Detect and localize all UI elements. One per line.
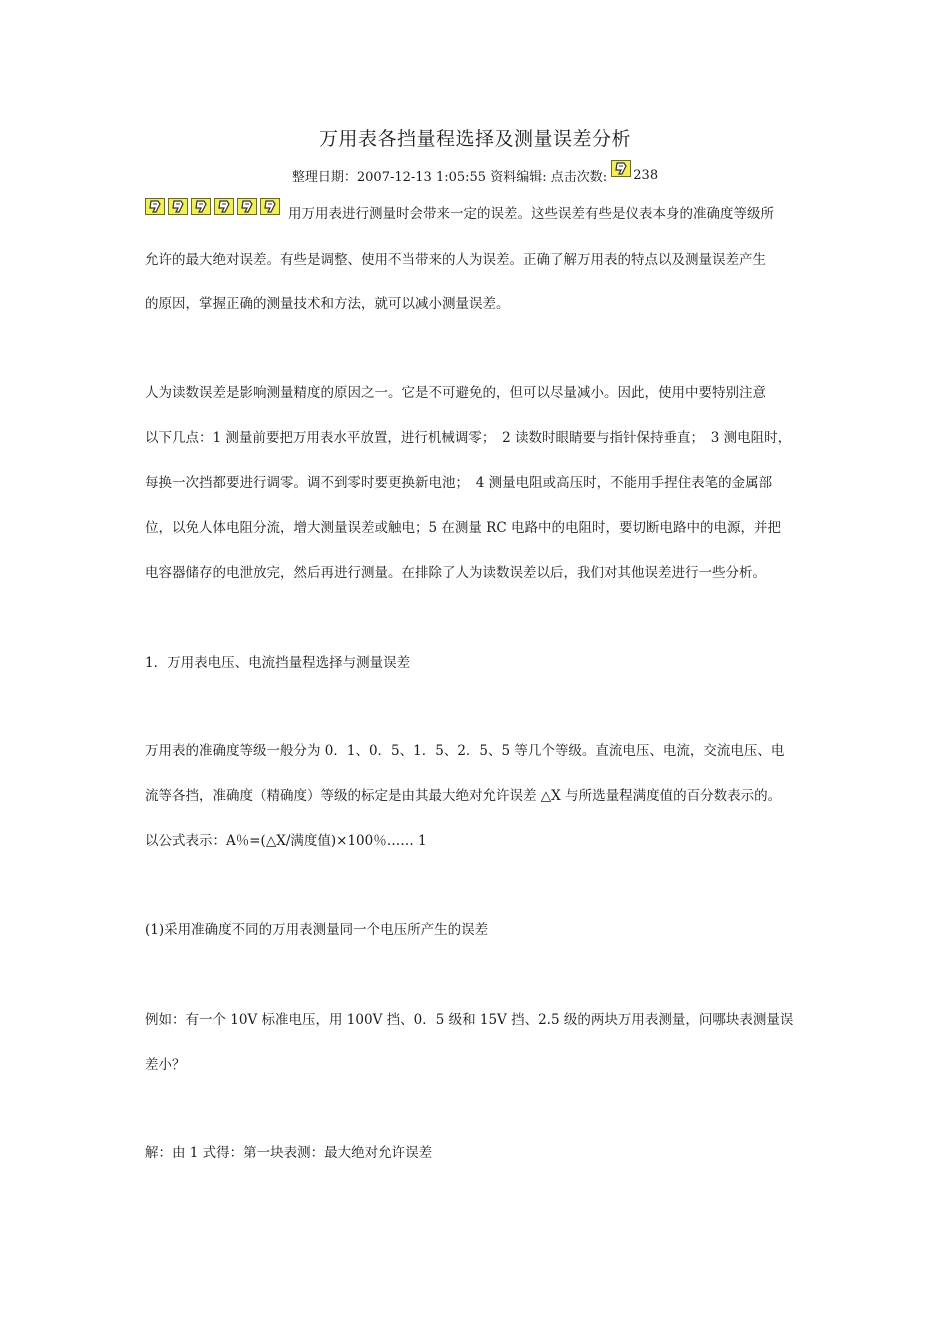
accuracy-line-2: 流等各挡，准确度（精确度）等级的标定是由其最大绝对允许误差 △X 与所选量程满度值的百分数表示的。 — [145, 788, 782, 804]
human-error-line-4: 位，以免人体电阻分流，增大测量误差或触电；5 在测量 RC 电路中的电阻时，要切断电路中的电源，并把 — [145, 520, 781, 536]
example-line-1: 例如：有一个 10V 标准电压，用 100V 挡、0．5 级和 15V 挡、2.5 级的两块万用表测量，问哪块表测量误 — [145, 1012, 794, 1028]
star-rating-icon — [214, 198, 234, 215]
intro-line-2: 允许的最大绝对误差。有些是调整、使用不当带来的人为误差。正确了解万用表的特点以及测量误差产生 — [145, 252, 766, 268]
accuracy-line-1: 万用表的准确度等级一般分为 0．1、0．5、1．5、2．5、5 等几个等级。直流电压、电流，交流电压、电 — [145, 743, 785, 759]
document-meta — [0, 166, 950, 185]
human-error-line-2: 以下几点：1 测量前要把万用表水平放置，进行机械调零； 2 读数时眼睛要与指针保持垂直； 3 测电阻时， — [145, 430, 792, 446]
subsection1-heading: (1)采用准确度不同的万用表测量同一个电压所产生的误差 — [145, 922, 489, 938]
meta-date: 整理日期：2007-12-13 1:05:55 — [291, 170, 487, 185]
meta-editor: 资料编辑: — [490, 170, 547, 185]
intro-line-1: 用万用表进行测量时会带来一定的误差。这些误差有些是仪表本身的准确度等级所 — [288, 206, 774, 222]
solution-line: 解：由 1 式得：第一块表测：最大绝对允许误差 — [145, 1145, 433, 1161]
star-rating-icon — [237, 198, 257, 215]
human-error-line-5: 电容器储存的电泄放完，然后再进行测量。在排除了人为读数误差以后，我们对其他误差进行一些分析。 — [145, 565, 766, 581]
section1-heading: 1．万用表电压、电流挡量程选择与测量误差 — [145, 655, 411, 671]
meta-hits-value: 238 — [633, 168, 659, 183]
star-rating-icon — [611, 160, 631, 177]
meta-hits-label: 点击次数: — [550, 170, 608, 185]
document-title: 万用表各挡量程选择及测量误差分析 — [318, 128, 631, 150]
accuracy-formula: 以公式表示：A％=(△X/满度值)×100％…… 1 — [145, 833, 427, 849]
star-rating-icon — [191, 198, 211, 215]
example-line-2: 差小？ — [145, 1057, 186, 1073]
intro-line-3: 的原因，掌握正确的测量技术和方法，就可以减小测量误差。 — [145, 296, 510, 312]
star-rating-icon — [260, 198, 280, 215]
star-rating-icon — [145, 198, 165, 215]
star-rating-icon — [168, 198, 188, 215]
rating-icons — [145, 196, 283, 213]
human-error-line-1: 人为读数误差是影响测量精度的原因之一。它是不可避免的，但可以尽量减小。因此，使用中要特别注意 — [145, 385, 766, 401]
human-error-line-3: 每换一次挡都要进行调零。调不到零时要更换新电池； 4 测量电阻或高压时，不能用手捏住表笔的金属部 — [145, 475, 773, 491]
